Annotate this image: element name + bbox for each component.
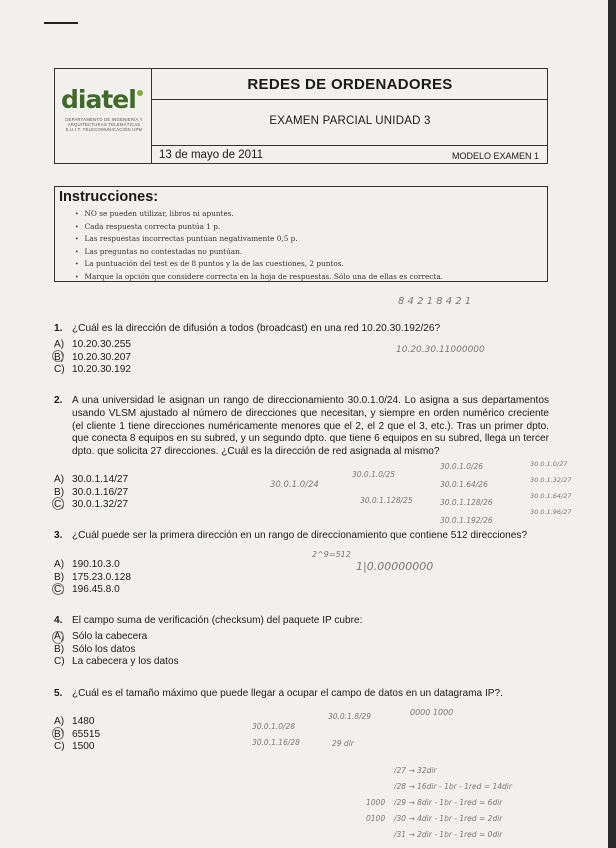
logo-cell (55, 69, 152, 164)
question-number: 5. (54, 688, 63, 699)
handwritten-q2-subnet: 30.0.1.0/26 (440, 462, 484, 471)
option-text: La cabecera y los datos (72, 656, 179, 668)
option-b[interactable] (54, 487, 128, 500)
logo-subtitle: DEPARTAMENTO DE INGENIERÍA Y ARQUITECTURAS TELEMÁTICAS E.U.I.T. TELECOMUNICACIÓN UPM (65, 117, 143, 132)
handwritten-q5-note: 30.0.1.8/29 (328, 712, 372, 721)
exam-model: MODELO EXAMEN 1 (451, 151, 539, 161)
handwritten-calc: /31 → 2dir - 1br - 1red = 0dir (394, 830, 503, 839)
handwritten-q2-range: 30.0.1.0/24 (270, 480, 319, 490)
option-c[interactable] (54, 656, 179, 669)
option-a[interactable] (54, 559, 131, 572)
option-text: Sólo la cabecera (72, 631, 148, 642)
option-letter: B) (54, 728, 65, 740)
handwritten-q2-subnet: 30.0.1.192/26 (440, 516, 493, 525)
instructions-title: Instrucciones: (59, 189, 159, 205)
option-text: 30.0.1.14/27 (72, 474, 129, 485)
instructions-list (75, 208, 443, 284)
question-number: 3. (54, 530, 63, 541)
logo-text: diatel (61, 85, 136, 114)
option-text: 1480 (72, 716, 95, 727)
option-letter: A) (54, 339, 65, 350)
handwritten-q2-subnet: 30.0.1.0/27 (530, 460, 568, 468)
handwritten-q2-subnet: 30.0.1.64/26 (440, 480, 488, 489)
option-a[interactable] (54, 716, 100, 729)
option-letter: C) (54, 499, 65, 511)
instruction-item: • La puntuación del test es de 8 puntos y la de las cuestiones, 2 puntos. (75, 258, 443, 271)
option-letter: C) (54, 584, 65, 596)
option-letter: C) (54, 741, 65, 753)
handwritten-q1-note: 10.20.30.11000000 (396, 345, 485, 355)
option-text: 196.45.8.0 (72, 584, 120, 596)
question-number: 1. (54, 323, 63, 334)
option-text: Sólo los datos (72, 643, 136, 655)
option-c[interactable] (54, 741, 100, 754)
instruction-item: • Cada respuesta correcta puntúa 1 p. (75, 221, 443, 234)
option-c[interactable] (54, 584, 131, 597)
option-text: 30.0.1.16/27 (72, 486, 129, 498)
option-letter: A) (54, 631, 65, 642)
option-letter: B) (54, 643, 65, 655)
option-b[interactable] (54, 644, 179, 657)
question-3-options (54, 559, 131, 597)
handwritten-q2-subnet: 30.0.1.32/27 (530, 476, 572, 484)
exam-header (54, 68, 548, 164)
exam-subtitle: EXAMEN PARCIAL UNIDAD 3 (152, 100, 548, 146)
handwritten-bit-weights: 8 4 2 1 8 4 2 1 (398, 296, 472, 307)
option-letter: B) (54, 351, 65, 363)
option-text: 30.0.1.32/27 (72, 499, 129, 511)
question-4-options (54, 631, 179, 669)
answer-circle-mark (52, 350, 64, 362)
instruction-item: • Las respuestas incorrectas puntúan negativamente 0,5 p. (75, 233, 443, 246)
option-a[interactable] (54, 474, 128, 487)
answer-circle-mark (52, 583, 64, 595)
question-text: ¿Cuál es la dirección de difusión a todos (broadcast) en una red 10.20.30.192/26? (72, 323, 441, 334)
answer-circle-mark (52, 727, 64, 740)
question-text: ¿Cuál es el tamaño máximo que puede llegar a ocupar el campo de datos en un datagrama IP?. (72, 688, 503, 699)
option-c[interactable] (54, 364, 131, 377)
handwritten-q5-note: 30.0.1.0/28 (252, 722, 296, 731)
scan-mark (44, 22, 78, 24)
option-a[interactable] (54, 631, 179, 644)
handwritten-q2-subnet: 30.0.1.64/27 (530, 492, 572, 500)
handwritten-q2-subnet: 30.0.1.128/25 (360, 496, 413, 505)
option-text: 65515 (72, 728, 101, 740)
handwritten-q2-subnet: 30.0.1.128/26 (440, 498, 493, 507)
instruction-item: • Marque la opción que considere correcta en la hoja de respuestas. Sólo una de ellas es correcta. (75, 271, 443, 284)
answer-circle-mark (52, 497, 64, 510)
option-text: 10.20.30.192 (72, 364, 131, 376)
exam-title: REDES DE ORDENADORES (152, 69, 548, 100)
option-text: 175.23.0.128 (72, 571, 131, 583)
question-number: 4. (54, 615, 63, 626)
option-letter: A) (54, 716, 65, 727)
option-a[interactable] (54, 339, 131, 352)
option-text: 10.20.30.207 (72, 351, 131, 363)
question-text: El campo suma de verificación (checksum) del paquete IP cubre: (72, 615, 363, 626)
question-1-options (54, 339, 131, 377)
question-number: 2. (54, 395, 63, 406)
option-letter: B) (54, 486, 65, 498)
exam-date: 13 de mayo de 2011 (159, 149, 264, 161)
option-text: 1500 (72, 741, 95, 753)
option-letter: B) (54, 571, 65, 583)
handwritten-q5-note: 30.0.1.16/28 (252, 738, 300, 747)
question-text: A una universidad le asignan un rango de direccionamiento 30.0.1.0/24. Lo asigna a sus departamentos usando VLSM ajustado al número de direcciones que necesitan, y siempre en orden numérico creciente (el cliente 1 tiene direcciones numéricamente menores que el 2, el 2 que el 3, etc.). Tras un primer dpto. que conecta 8 equipos en su subred, y un segundo dpto. que tiene 6 equipos en su subred, llega un tercer dpto. que solicita 27 direcciones. ¿Cuál es la dirección de red asignada al mismo? (72, 395, 549, 458)
instruction-item: • NO se pueden utilizar, libros ni apuntes. (75, 208, 443, 221)
diatel-logo (61, 87, 147, 112)
option-text: 190.10.3.0 (72, 559, 120, 570)
handwritten-q5-note: 0000 1000 (410, 708, 454, 717)
instructions-box (54, 186, 548, 282)
option-b[interactable] (54, 352, 131, 365)
question-2-options (54, 474, 128, 512)
question-text: ¿Cuál puede ser la primera dirección en un rango de direccionamiento que contiene 512 direcciones? (72, 530, 528, 541)
option-letter: A) (54, 474, 65, 485)
handwritten-calc: 0100 (366, 814, 386, 823)
handwritten-q2-subnet: 30.0.1.96/27 (530, 508, 572, 516)
option-letter: C) (54, 364, 65, 376)
answer-circle-mark (52, 631, 64, 644)
option-letter: A) (54, 559, 65, 570)
handwritten-calc: /28 → 16dir - 1br - 1red = 14dir (394, 782, 512, 791)
option-b[interactable] (54, 572, 131, 585)
handwritten-calc: /30 → 4dir - 1br - 1red = 2dir (394, 814, 503, 823)
handwritten-q2-subnet: 30.0.1.0/25 (352, 470, 396, 479)
option-text: 10.20.30.255 (72, 339, 131, 350)
handwritten-calc: /29 → 8dir - 1br - 1red = 6dir (394, 798, 503, 807)
option-c[interactable] (54, 499, 128, 512)
handwritten-q3-power: 2^9=512 (312, 550, 351, 559)
instruction-item: • Las preguntas no contestadas no puntúan. (75, 246, 443, 259)
scan-edge (608, 0, 616, 848)
handwritten-q5-note: 29 dir (332, 739, 354, 748)
option-letter: C) (54, 656, 65, 668)
handwritten-calc: 1000 (366, 798, 386, 807)
logo-dot-icon (137, 90, 143, 96)
handwritten-calc: /27 → 32dir (394, 766, 437, 775)
handwritten-q3-bits: 1|0.00000000 (356, 560, 434, 573)
